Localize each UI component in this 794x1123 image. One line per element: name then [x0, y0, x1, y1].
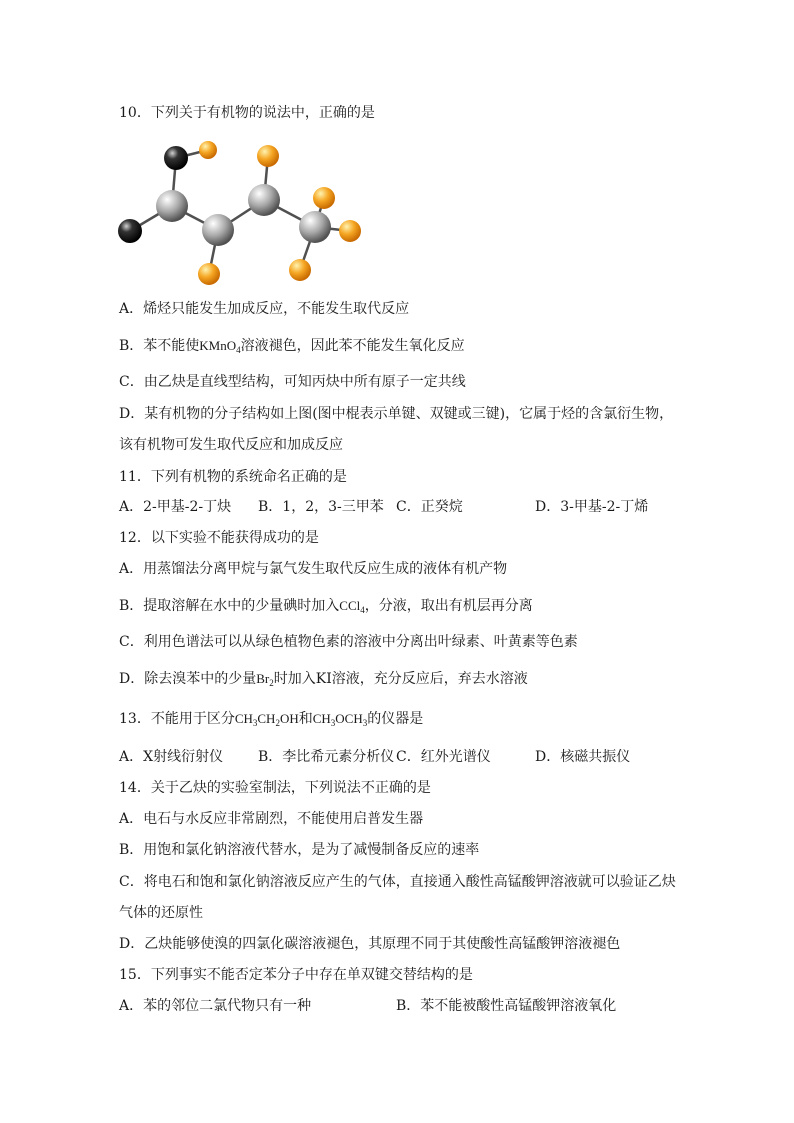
q15-option-a: A．苯的邻位二氯代物只有一种	[119, 998, 312, 1014]
chlorine-atom	[164, 146, 188, 170]
q13-option-a: A．X射线衍射仪	[119, 749, 224, 765]
hydrogen-atom	[289, 259, 311, 281]
chlorine-atom	[118, 219, 142, 243]
q10-stem: 10．下列关于有机物的说法中，正确的是	[119, 105, 375, 121]
q10-option-b: B．苯不能使KMnO$_4$溶液褪色，因此苯不能发生氧化反应	[119, 338, 465, 355]
q13-option-b: B．李比希元素分析仪	[258, 749, 395, 765]
carbon-atom	[202, 214, 234, 246]
hydrogen-atom	[339, 220, 361, 242]
carbon-atom	[156, 190, 188, 222]
q11-option-a: A．2-甲基-2-丁炔	[119, 499, 232, 515]
q10-option-c: C．由乙炔是直线型结构，可知丙炔中所有原子一定共线	[119, 374, 466, 390]
q13-option-d: D．核磁共振仪	[535, 749, 631, 765]
hydrogen-atom	[198, 263, 220, 285]
q14-option-b: B．用饱和氯化钠溶液代替水，是为了减慢制备反应的速率	[119, 842, 480, 858]
formula-ethanol: $CH_3CH_2OH$	[234, 711, 299, 728]
q13-option-c: C．红外光谱仪	[396, 749, 491, 765]
q14-option-a: A．电石与水反应非常剧烈，不能使用启普发生器	[119, 811, 424, 827]
q12-option-d: D．除去溴苯中的少量$Br_2$时加入KI溶液，充分反应后，弃去水溶液	[119, 671, 528, 688]
q12-option-b: B．提取溶解在水中的少量碘时加入CCl$_4$，分液，取出有机层再分离	[119, 598, 533, 615]
q14-option-c-line1: C．将电石和饱和氯化钠溶液反应产生的气体，直接通入酸性高锰酸钾溶液就可以验证乙炔	[119, 874, 676, 890]
q10-option-d-line1: D．某有机物的分子结构如上图(图中棍表示单键、双键或三键)，它属于烃的含氯衍生物，	[119, 406, 674, 422]
q14-option-c-line2: 气体的还原性	[119, 905, 203, 921]
q15-option-b: B．苯不能被酸性高锰酸钾溶液氧化	[396, 998, 617, 1014]
q13-stem: 13．不能用于区分$CH_3CH_2OH$和$CH_3OCH_3$的仪器是	[119, 711, 424, 728]
q14-option-d: D．乙炔能够使溴的四氯化碳溶液褪色，其原理不同于其使酸性高锰酸钾溶液褪色	[119, 936, 621, 952]
q15-stem: 15．下列事实不能否定苯分子中存在单双键交替结构的是	[119, 967, 473, 983]
carbon-atom	[299, 211, 331, 243]
hydrogen-atom	[199, 141, 217, 159]
q12-stem: 12．以下实验不能获得成功的是	[119, 530, 319, 546]
q11-option-c: C．正癸烷	[396, 499, 463, 515]
carbon-atom	[248, 184, 280, 216]
q11-option-b: B．1，2，3-三甲苯	[258, 499, 384, 515]
q11-stem: 11．下列有机物的系统命名正确的是	[119, 469, 347, 485]
q14-stem: 14．关于乙炔的实验室制法，下列说法不正确的是	[119, 780, 431, 796]
q10-option-a: A．烯烃只能发生加成反应，不能发生取代反应	[119, 301, 410, 317]
q10-option-d-line2: 该有机物可发生取代反应和加成反应	[119, 437, 343, 453]
q11-option-d: D．3-甲基-2-丁烯	[535, 499, 649, 515]
hydrogen-atom	[257, 145, 279, 167]
q12-option-c: C．利用色谱法可以从绿色植物色素的溶液中分离出叶绿素、叶黄素等色素	[119, 634, 578, 650]
q12-option-a: A．用蒸馏法分离甲烷与氯气发生取代反应生成的液体有机产物	[119, 561, 508, 577]
formula-dimethyl-ether: $CH_3OCH_3$	[312, 711, 368, 728]
hydrogen-atom	[313, 187, 335, 209]
molecule-structure-figure	[112, 138, 372, 288]
